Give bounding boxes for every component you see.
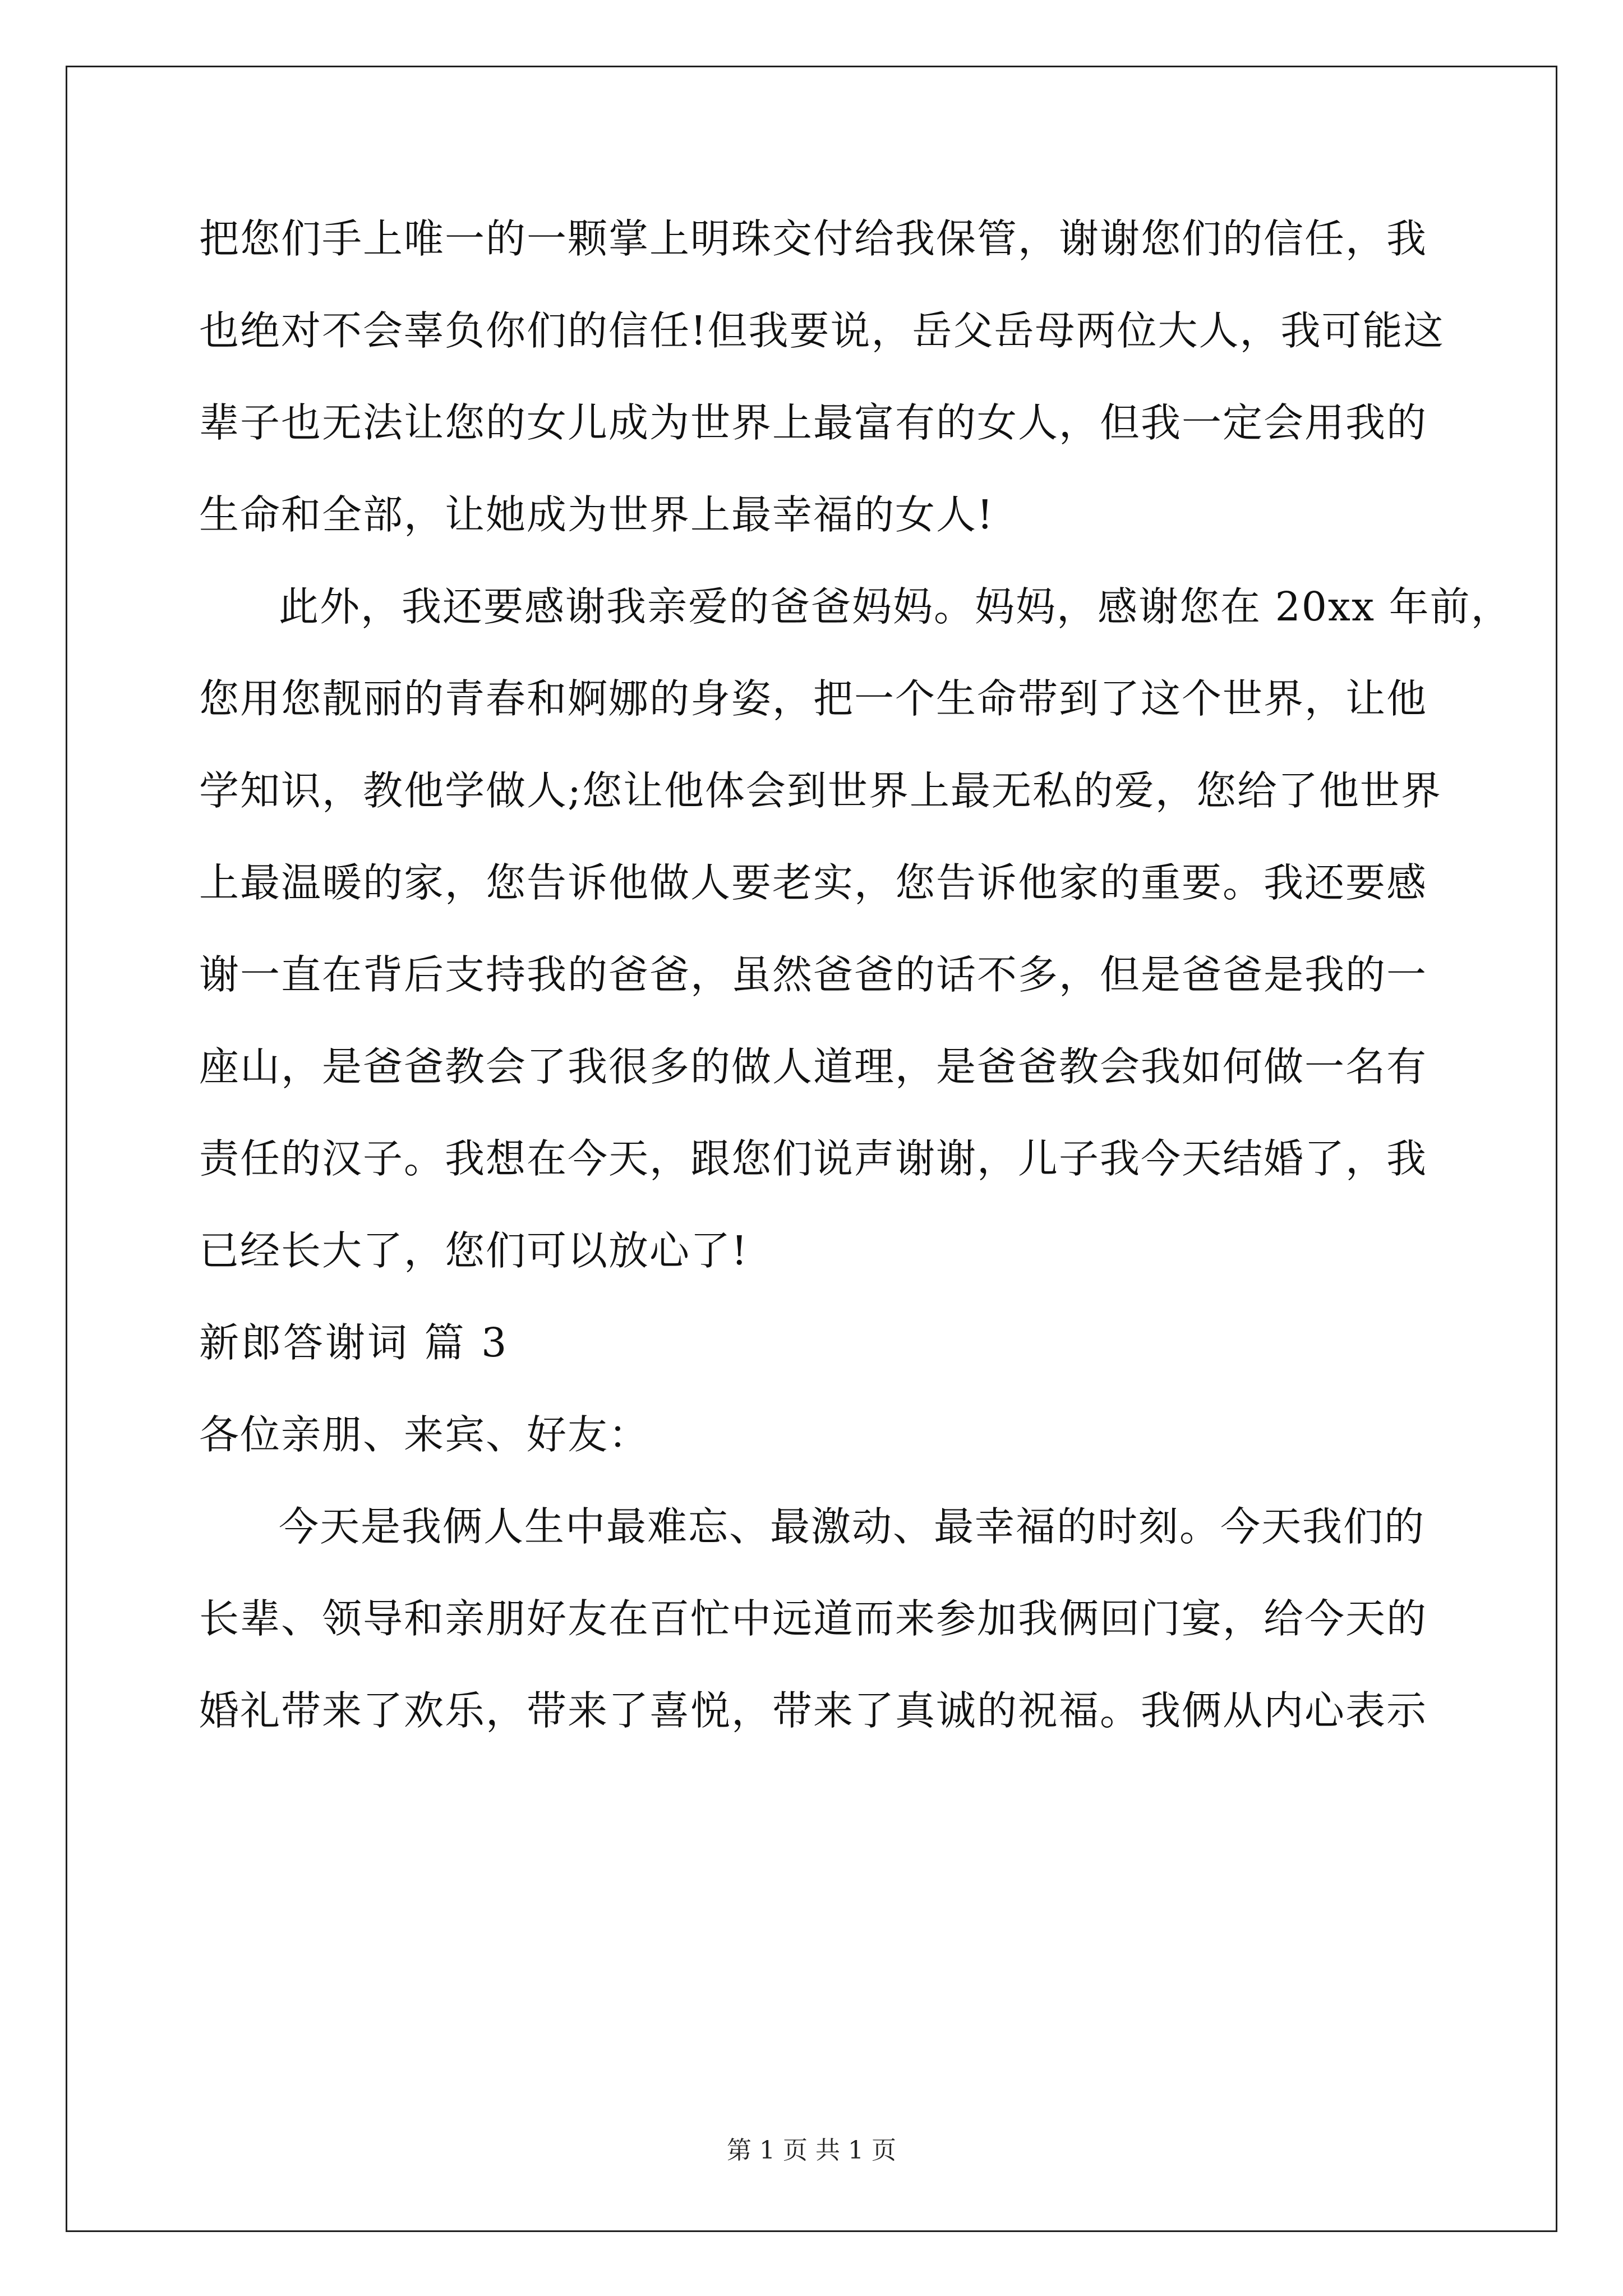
- text-line: 把您们手上唯一的一颗掌上明珠交付给我保管，谢谢您们的信任，我: [199, 215, 1428, 262]
- salutation-line: 各位亲朋、来宾、好友：: [199, 1411, 650, 1458]
- text-line: 婚礼带来了欢乐，带来了喜悦，带来了真诚的祝福。我俩从内心表示: [199, 1687, 1428, 1734]
- paragraph-first-line: 今天是我俩人生中最难忘、最激动、最幸福的时刻。今天我们的: [279, 1503, 1426, 1550]
- text-line: 您用您靓丽的青春和婀娜的身姿，把一个生命带到了这个世界，让他: [199, 675, 1428, 722]
- text-line: 生命和全部，让她成为世界上最幸福的女人!: [199, 491, 994, 538]
- page-number-footer: 第 1 页 共 1 页: [727, 2136, 896, 2165]
- text-line: 责任的汉子。我想在今天，跟您们说声谢谢，儿子我今天结婚了，我: [199, 1135, 1428, 1182]
- section-heading: 新郎答谢词 篇 3: [199, 1319, 509, 1366]
- text-line: 也绝对不会辜负你们的信任!但我要说，岳父岳母两位大人，我可能这: [199, 307, 1445, 354]
- text-line: 谢一直在背后支持我的爸爸，虽然爸爸的话不多，但是爸爸是我的一: [199, 951, 1428, 998]
- text-line: 学知识，教他学做人;您让他体会到世界上最无私的爱，您给了他世界: [199, 767, 1442, 814]
- text-line: 已经长大了，您们可以放心了!: [199, 1227, 749, 1274]
- text-line: 长辈、领导和亲朋好友在百忙中远道而来参加我俩回门宴，给今天的: [199, 1595, 1428, 1642]
- text-line: 座山，是爸爸教会了我很多的做人道理，是爸爸教会我如何做一名有: [199, 1043, 1428, 1090]
- text-line: 上最温暖的家，您告诉他做人要老实，您告诉他家的重要。我还要感: [199, 859, 1428, 906]
- paragraph-first-line: 此外，我还要感谢我亲爱的爸爸妈妈。妈妈，感谢您在 20xx 年前，: [279, 583, 1512, 630]
- document-body: [199, 215, 1512, 1783]
- text-line: 辈子也无法让您的女儿成为世界上最富有的女人，但我一定会用我的: [199, 399, 1428, 446]
